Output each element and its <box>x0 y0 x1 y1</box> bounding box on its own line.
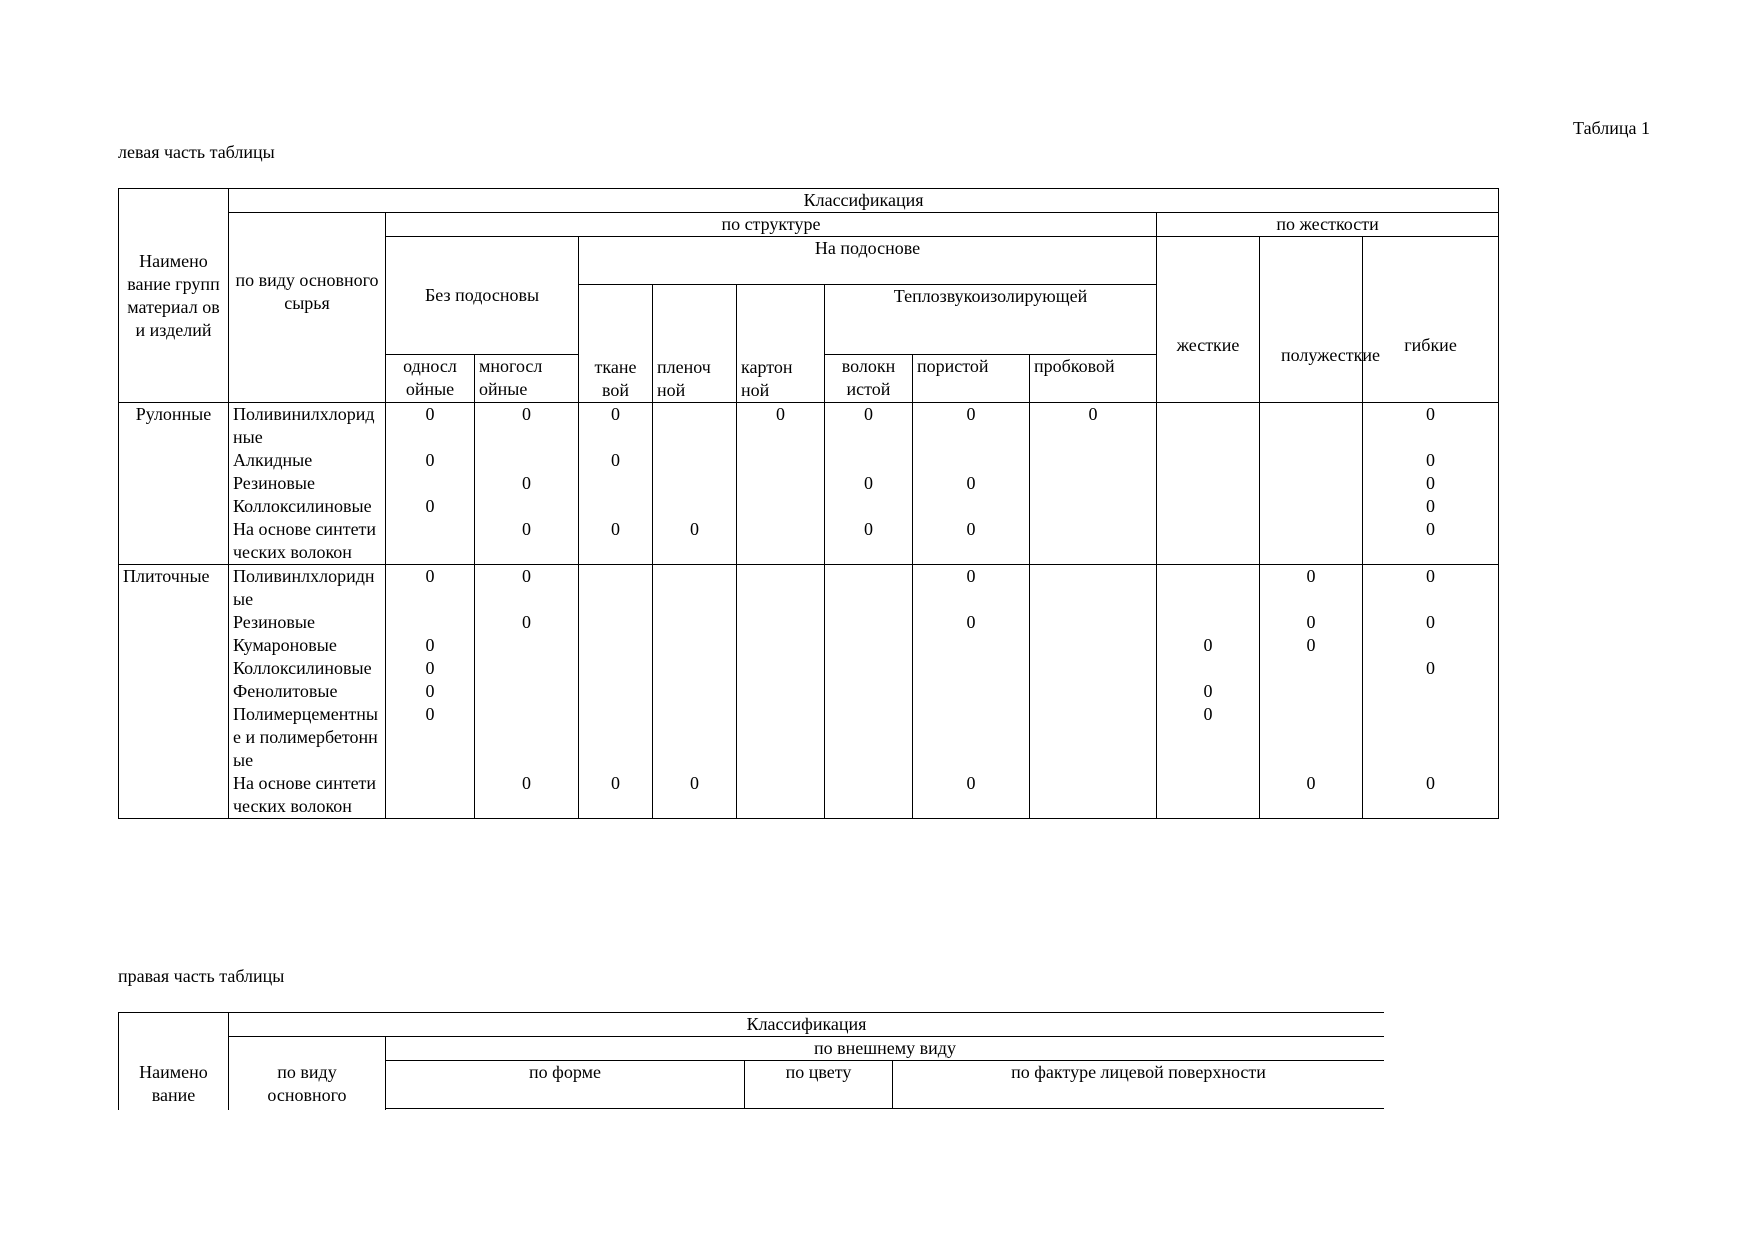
shape-header: по форме <box>386 1061 745 1109</box>
table-row <box>119 449 1499 472</box>
value-cell <box>737 680 825 703</box>
color-header: по цвету <box>745 1061 893 1109</box>
table-row <box>119 518 1499 565</box>
value-cell: 0 <box>386 565 475 612</box>
value-cell: 0 <box>913 611 1030 634</box>
value-cell <box>737 518 825 565</box>
value-cell <box>386 611 475 634</box>
value-cell: 0 <box>825 472 913 495</box>
material-cell: Алкидные <box>229 449 386 472</box>
value-cell <box>579 611 653 634</box>
table-row <box>119 611 1499 634</box>
value-cell <box>475 657 579 680</box>
value-cell <box>913 703 1030 772</box>
right-table-caption: правая часть таблицы <box>118 966 285 986</box>
value-cell <box>475 449 579 472</box>
rigid-header: жесткие <box>1157 237 1260 403</box>
value-cell <box>475 680 579 703</box>
table-row <box>119 495 1499 518</box>
material-cell: Поливинлхлоридные <box>229 565 386 612</box>
value-cell: 0 <box>475 518 579 565</box>
structure-header: по структуре <box>386 213 1157 237</box>
value-cell <box>1260 403 1363 450</box>
group-name-header: Наимено вание групп материал ов и изделий <box>119 189 229 403</box>
value-cell <box>475 495 579 518</box>
value-cell: 0 <box>1157 703 1260 772</box>
material-cell: На основе синтетических волокон <box>229 518 386 565</box>
appearance-header: по внешнему виду <box>386 1037 1385 1061</box>
value-cell: 0 <box>579 772 653 819</box>
value-cell <box>653 703 737 772</box>
value-cell <box>737 472 825 495</box>
value-cell <box>1260 680 1363 703</box>
right-group-name-header: Наимено вание <box>119 1013 229 1111</box>
value-cell <box>653 657 737 680</box>
value-cell <box>1030 703 1157 772</box>
value-cell <box>825 680 913 703</box>
table-body <box>119 403 1499 819</box>
value-cell: 0 <box>386 680 475 703</box>
value-cell <box>737 634 825 657</box>
value-cell: 0 <box>913 565 1030 612</box>
value-cell <box>1363 634 1499 657</box>
value-cell: 0 <box>1363 495 1499 518</box>
value-cell <box>579 680 653 703</box>
cardboard-header: картонной <box>737 285 825 403</box>
value-cell <box>1157 518 1260 565</box>
value-cell: 0 <box>1157 680 1260 703</box>
group-name-cell: Рулонные <box>119 403 229 565</box>
value-cell: 0 <box>1363 565 1499 612</box>
value-cell <box>579 495 653 518</box>
value-cell <box>913 680 1030 703</box>
fibrous-header: волокнистой <box>825 355 913 403</box>
cork-header: пробковой <box>1030 355 1157 403</box>
raw-material-header: по виду основного сырья <box>229 213 386 403</box>
value-cell: 0 <box>475 772 579 819</box>
porous-header: пористой <box>913 355 1030 403</box>
value-cell: 0 <box>386 495 475 518</box>
value-cell: 0 <box>579 403 653 450</box>
table-row <box>119 772 1499 819</box>
classification-table-left <box>118 188 1499 819</box>
rigidity-header: по жесткости <box>1157 213 1499 237</box>
material-cell: Коллоксилиновые <box>229 495 386 518</box>
value-cell <box>1260 703 1363 772</box>
value-cell: 0 <box>913 403 1030 450</box>
value-cell <box>825 634 913 657</box>
table-number: Таблица 1 <box>1573 118 1650 138</box>
value-cell: 0 <box>579 449 653 472</box>
value-cell: 0 <box>386 449 475 472</box>
value-cell: 0 <box>653 518 737 565</box>
value-cell: 0 <box>475 472 579 495</box>
value-cell <box>386 772 475 819</box>
single-layer-header: однослойные <box>386 355 475 403</box>
value-cell: 0 <box>386 634 475 657</box>
value-cell <box>737 611 825 634</box>
value-cell: 0 <box>1260 772 1363 819</box>
value-cell <box>579 657 653 680</box>
value-cell <box>1030 565 1157 612</box>
flexible-header: гибкие <box>1363 237 1499 403</box>
material-cell: Полимерцементные и полимербетонные <box>229 703 386 772</box>
table-row <box>119 657 1499 680</box>
value-cell: 0 <box>386 657 475 680</box>
value-cell: 0 <box>1260 634 1363 657</box>
classification-table-right <box>118 1012 1384 1110</box>
value-cell <box>1030 495 1157 518</box>
value-cell: 0 <box>1363 403 1499 450</box>
material-cell: Резиновые <box>229 472 386 495</box>
value-cell: 0 <box>1363 472 1499 495</box>
value-cell: 0 <box>913 472 1030 495</box>
value-cell <box>913 495 1030 518</box>
value-cell <box>653 565 737 612</box>
value-cell <box>1260 518 1363 565</box>
without-base-header: Без подосновы <box>386 237 579 355</box>
value-cell <box>737 657 825 680</box>
table-row <box>119 565 1499 612</box>
value-cell: 0 <box>1030 403 1157 450</box>
value-cell <box>825 565 913 612</box>
value-cell <box>653 634 737 657</box>
value-cell <box>1030 611 1157 634</box>
value-cell <box>1363 680 1499 703</box>
value-cell: 0 <box>913 518 1030 565</box>
value-cell <box>653 495 737 518</box>
right-raw-material-header: по виду основного <box>229 1037 386 1111</box>
table-row <box>119 680 1499 703</box>
value-cell <box>579 565 653 612</box>
value-cell <box>386 472 475 495</box>
value-cell: 0 <box>1363 449 1499 472</box>
value-cell <box>475 634 579 657</box>
value-cell <box>653 472 737 495</box>
value-cell <box>825 657 913 680</box>
value-cell: 0 <box>913 772 1030 819</box>
value-cell <box>386 518 475 565</box>
multi-layer-header: многослойные <box>475 355 579 403</box>
value-cell <box>1157 495 1260 518</box>
value-cell <box>913 634 1030 657</box>
value-cell: 0 <box>737 403 825 450</box>
value-cell <box>737 772 825 819</box>
value-cell: 0 <box>579 518 653 565</box>
table-row <box>119 472 1499 495</box>
value-cell <box>1260 449 1363 472</box>
value-cell <box>913 449 1030 472</box>
value-cell: 0 <box>1157 634 1260 657</box>
value-cell <box>1157 472 1260 495</box>
value-cell <box>1157 657 1260 680</box>
value-cell <box>825 772 913 819</box>
value-cell <box>475 703 579 772</box>
material-cell: Коллоксилиновые <box>229 657 386 680</box>
film-header: пленочной <box>653 285 737 403</box>
value-cell <box>1030 772 1157 819</box>
value-cell: 0 <box>386 703 475 772</box>
value-cell <box>1030 634 1157 657</box>
value-cell <box>1363 703 1499 772</box>
value-cell: 0 <box>825 403 913 450</box>
right-classification-header: Классификация <box>229 1013 1385 1037</box>
value-cell <box>825 703 913 772</box>
value-cell: 0 <box>1363 772 1499 819</box>
value-cell <box>1030 680 1157 703</box>
material-cell: Поливинилхлоридные <box>229 403 386 450</box>
value-cell <box>825 449 913 472</box>
value-cell: 0 <box>825 518 913 565</box>
value-cell <box>1157 772 1260 819</box>
value-cell <box>825 611 913 634</box>
value-cell <box>1157 611 1260 634</box>
left-table-caption: левая часть таблицы <box>118 142 275 162</box>
value-cell <box>653 611 737 634</box>
material-cell: Фенолитовые <box>229 680 386 703</box>
value-cell <box>913 657 1030 680</box>
value-cell <box>653 680 737 703</box>
value-cell: 0 <box>386 403 475 450</box>
value-cell <box>1157 403 1260 450</box>
heat-sound-header: Теплозвукоизолирующей <box>825 285 1157 355</box>
material-cell: Резиновые <box>229 611 386 634</box>
value-cell <box>737 703 825 772</box>
value-cell <box>653 449 737 472</box>
texture-header: по фактуре лицевой поверхности <box>893 1061 1385 1109</box>
group-name-cell: Плиточные <box>119 565 229 819</box>
value-cell <box>737 565 825 612</box>
value-cell <box>1260 472 1363 495</box>
value-cell: 0 <box>1260 565 1363 612</box>
table-row <box>119 634 1499 657</box>
material-cell: Кумароновые <box>229 634 386 657</box>
value-cell <box>1157 565 1260 612</box>
value-cell <box>737 495 825 518</box>
value-cell <box>1030 518 1157 565</box>
value-cell <box>1030 657 1157 680</box>
value-cell <box>579 703 653 772</box>
value-cell <box>579 634 653 657</box>
value-cell <box>737 449 825 472</box>
material-cell: На основе синтетических волокон <box>229 772 386 819</box>
value-cell <box>825 495 913 518</box>
value-cell: 0 <box>1363 518 1499 565</box>
value-cell <box>1260 657 1363 680</box>
value-cell <box>653 403 737 450</box>
table-row <box>119 703 1499 772</box>
table-head <box>119 189 1499 403</box>
value-cell: 0 <box>1363 611 1499 634</box>
classification-header: Классификация <box>229 189 1499 213</box>
value-cell <box>1157 449 1260 472</box>
value-cell <box>1030 449 1157 472</box>
with-base-header: На подоснове <box>579 237 1157 285</box>
value-cell <box>1030 472 1157 495</box>
fabric-header: тканевой <box>579 285 653 403</box>
value-cell: 0 <box>475 403 579 450</box>
table-row <box>119 403 1499 450</box>
value-cell: 0 <box>653 772 737 819</box>
value-cell <box>1260 495 1363 518</box>
semi-rigid-header: полужесткие <box>1260 237 1363 403</box>
value-cell: 0 <box>1363 657 1499 680</box>
value-cell: 0 <box>475 611 579 634</box>
value-cell: 0 <box>1260 611 1363 634</box>
value-cell <box>579 472 653 495</box>
value-cell: 0 <box>475 565 579 612</box>
